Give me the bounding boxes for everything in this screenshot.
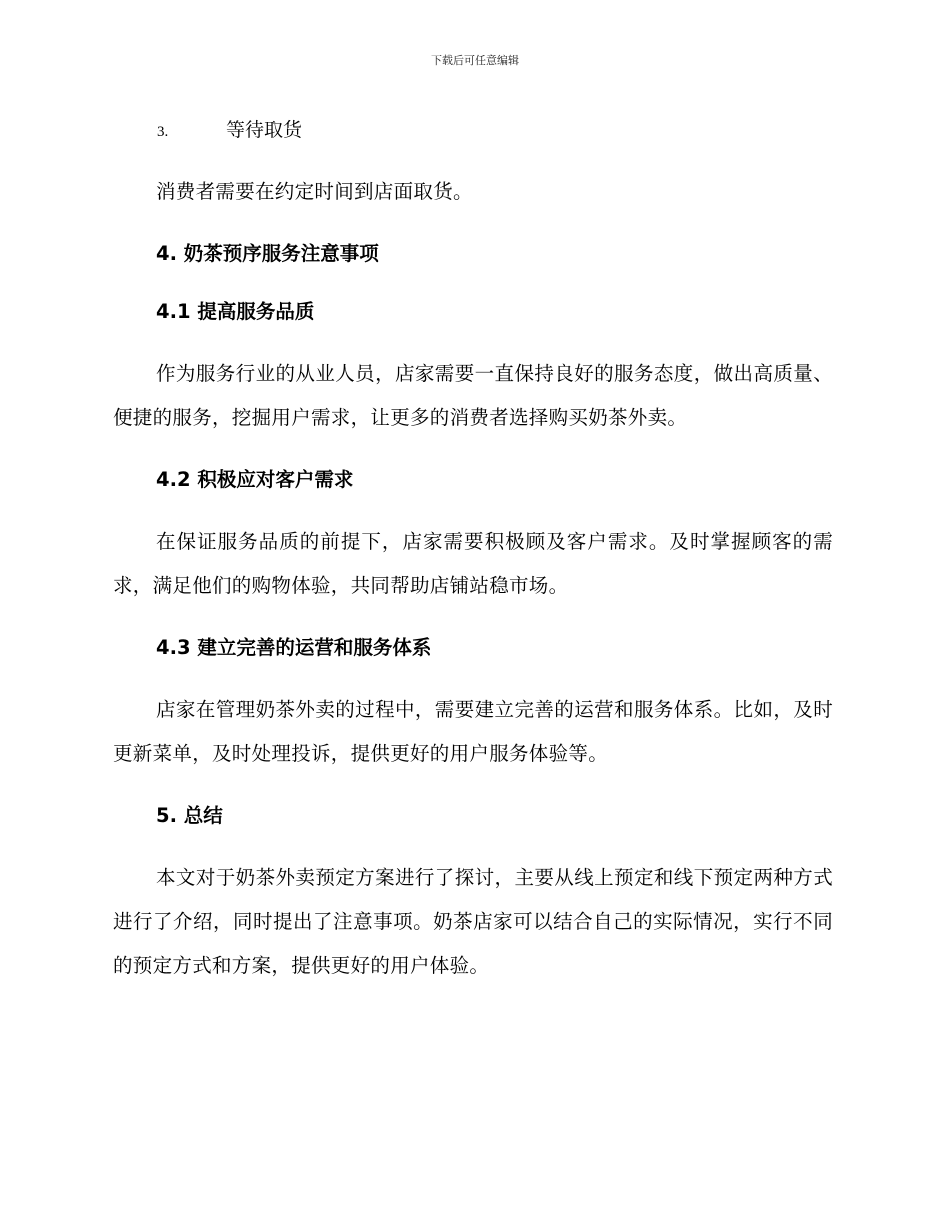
paragraph-4-3: 店家在管理奶茶外卖的过程中，需要建立完善的运营和服务体系。比如，及时更新菜单，及时处理投诉，提供更好的用户服务体验等。 (113, 698, 833, 765)
list-item-number: 3. (157, 124, 169, 140)
list-item-text: 等待取货 (226, 119, 303, 141)
paragraph-pickup: 消费者需要在约定时间到店面取货。 (156, 180, 473, 203)
paragraph-4-1: 作为服务行业的从业人员，店家需要一直保持良好的服务态度，做出高质量、便捷的服务，挖掘用户需求，让更多的消费者选择购买奶茶外卖。 (113, 362, 833, 429)
paragraph-5: 本文对于奶茶外卖预定方案进行了探讨，主要从线上预定和线下预定两种方式进行了介绍，同时提出了注意事项。奶茶店家可以结合自己的实际情况，实行不同的预定方式和方案，提供更好的用户体验。 (113, 866, 833, 977)
document-body (113, 112, 833, 1010)
paragraph-4-2: 在保证服务品质的前提下，店家需要积极顾及客户需求。及时掌握顾客的需求，满足他们的购物体验，共同帮助店铺站稳市场。 (113, 530, 833, 597)
header-note: 下载后可任意编辑 (431, 54, 519, 67)
subsection-heading-4-1: 4.1 提高服务品质 (156, 300, 315, 323)
subsection-heading-4-3: 4.3 建立完善的运营和服务体系 (156, 636, 432, 659)
subsection-heading-4-2: 4.2 积极应对客户需求 (156, 468, 354, 491)
list-item-3 (113, 112, 833, 148)
section-heading-4: 4. 奶茶预序服务注意事项 (156, 242, 379, 265)
section-heading-5: 5. 总结 (156, 804, 223, 827)
